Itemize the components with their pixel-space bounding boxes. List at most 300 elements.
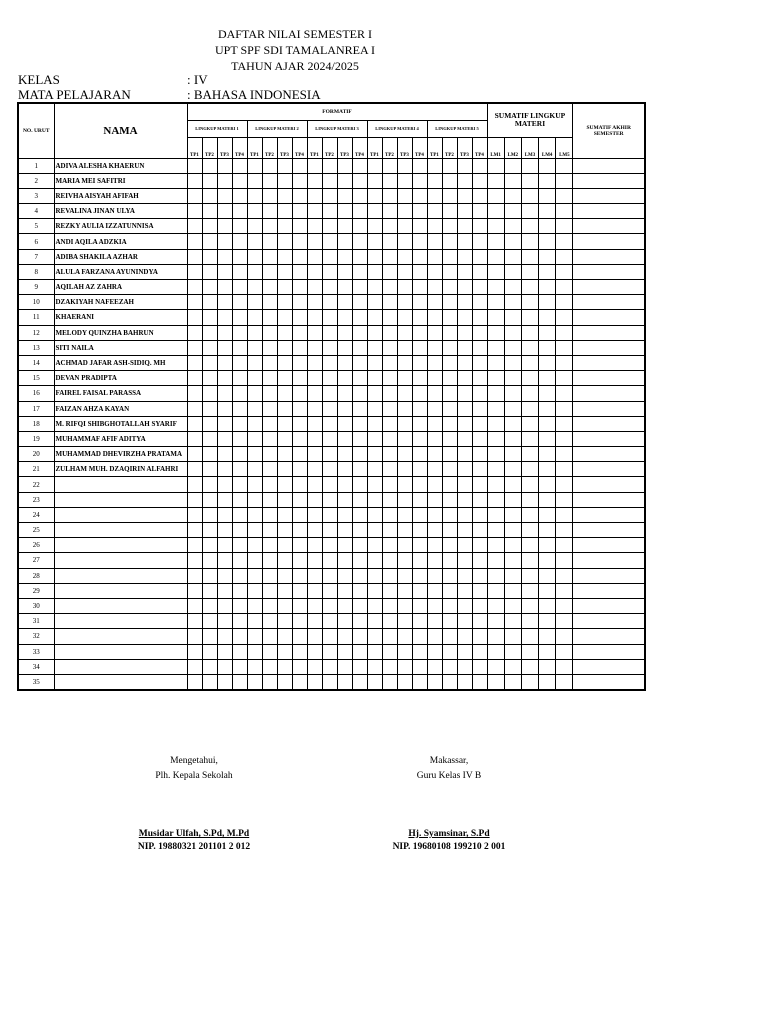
score-cell xyxy=(487,158,504,173)
header-tp-1-2: TP2 xyxy=(202,137,217,158)
sas-score-cell xyxy=(573,523,645,538)
score-cell xyxy=(262,477,277,492)
score-cell xyxy=(307,234,322,249)
score-cell xyxy=(352,614,367,629)
row-number: 26 xyxy=(18,538,54,553)
header-lingkup-materi-1: LINGKUP MATERI 1 xyxy=(187,120,247,137)
sas-score-cell xyxy=(573,674,645,690)
score-cell xyxy=(217,219,232,234)
score-cell xyxy=(352,188,367,203)
score-cell xyxy=(217,629,232,644)
row-number: 9 xyxy=(18,280,54,295)
score-cell xyxy=(457,477,472,492)
score-cell xyxy=(367,295,382,310)
score-cell xyxy=(556,568,573,583)
student-name xyxy=(54,553,187,568)
score-cell xyxy=(556,310,573,325)
score-cell xyxy=(457,204,472,219)
score-cell xyxy=(337,553,352,568)
score-cell xyxy=(487,401,504,416)
score-cell xyxy=(232,280,247,295)
score-cell xyxy=(556,249,573,264)
score-cell xyxy=(397,355,412,370)
score-cell xyxy=(367,598,382,613)
score-cell xyxy=(202,431,217,446)
score-cell xyxy=(504,416,521,431)
score-cell xyxy=(202,371,217,386)
score-cell xyxy=(457,462,472,477)
score-cell xyxy=(539,447,556,462)
row-number: 30 xyxy=(18,598,54,613)
score-cell xyxy=(556,173,573,188)
score-cell xyxy=(217,355,232,370)
score-cell xyxy=(397,158,412,173)
row-number: 16 xyxy=(18,386,54,401)
score-cell xyxy=(442,234,457,249)
score-cell xyxy=(521,507,538,522)
score-cell xyxy=(202,629,217,644)
score-cell xyxy=(487,583,504,598)
score-cell xyxy=(487,447,504,462)
score-cell xyxy=(232,310,247,325)
score-cell xyxy=(382,507,397,522)
score-cell xyxy=(472,234,487,249)
row-number: 13 xyxy=(18,340,54,355)
table-row xyxy=(18,492,645,507)
score-cell xyxy=(472,264,487,279)
score-cell xyxy=(232,188,247,203)
row-number: 1 xyxy=(18,158,54,173)
score-cell xyxy=(307,173,322,188)
score-cell xyxy=(262,340,277,355)
signature-left xyxy=(94,756,294,852)
score-cell xyxy=(504,188,521,203)
score-cell xyxy=(397,295,412,310)
score-cell xyxy=(442,462,457,477)
sas-score-cell xyxy=(573,249,645,264)
header-lm-1: LM1 xyxy=(487,137,504,158)
score-cell xyxy=(262,507,277,522)
score-cell xyxy=(187,340,202,355)
row-number: 17 xyxy=(18,401,54,416)
score-cell xyxy=(307,583,322,598)
score-cell xyxy=(472,644,487,659)
student-name: ANDI AQILA ADZKIA xyxy=(54,234,187,249)
score-cell xyxy=(217,568,232,583)
score-cell xyxy=(322,310,337,325)
score-cell xyxy=(322,659,337,674)
sas-score-cell xyxy=(573,173,645,188)
score-cell xyxy=(232,644,247,659)
score-cell xyxy=(322,447,337,462)
row-number: 15 xyxy=(18,371,54,386)
score-cell xyxy=(187,158,202,173)
header-lingkup-materi-4: LINGKUP MATERI 4 xyxy=(367,120,427,137)
score-cell xyxy=(262,264,277,279)
score-cell xyxy=(412,386,427,401)
score-cell xyxy=(337,219,352,234)
score-cell xyxy=(382,219,397,234)
score-cell xyxy=(382,674,397,690)
score-cell xyxy=(382,583,397,598)
score-cell xyxy=(457,401,472,416)
row-number: 7 xyxy=(18,249,54,264)
score-cell xyxy=(262,158,277,173)
score-cell xyxy=(472,553,487,568)
score-cell xyxy=(367,386,382,401)
score-cell xyxy=(556,264,573,279)
score-cell xyxy=(539,158,556,173)
table-row xyxy=(18,462,645,477)
score-cell xyxy=(487,386,504,401)
score-cell xyxy=(337,644,352,659)
score-cell xyxy=(292,538,307,553)
score-cell xyxy=(504,386,521,401)
row-number: 18 xyxy=(18,416,54,431)
score-cell xyxy=(397,629,412,644)
score-cell xyxy=(217,447,232,462)
score-cell xyxy=(247,614,262,629)
score-cell xyxy=(217,431,232,446)
score-cell xyxy=(352,523,367,538)
score-cell xyxy=(307,280,322,295)
score-cell xyxy=(277,234,292,249)
left-line-2: Plh. Kepala Sekolah xyxy=(155,771,233,781)
score-cell xyxy=(307,416,322,431)
score-cell xyxy=(521,280,538,295)
score-cell xyxy=(539,431,556,446)
score-cell xyxy=(187,431,202,446)
student-name: AQILAH AZ ZAHRA xyxy=(54,280,187,295)
score-cell xyxy=(521,234,538,249)
score-cell xyxy=(352,264,367,279)
header-tp-3-2: TP2 xyxy=(322,137,337,158)
score-cell xyxy=(457,340,472,355)
score-cell xyxy=(397,644,412,659)
score-cell xyxy=(397,477,412,492)
sas-score-cell xyxy=(573,462,645,477)
score-cell xyxy=(539,234,556,249)
score-cell xyxy=(382,264,397,279)
table-row xyxy=(18,219,645,234)
score-cell xyxy=(504,431,521,446)
score-cell xyxy=(521,386,538,401)
score-cell xyxy=(247,219,262,234)
score-cell xyxy=(457,598,472,613)
score-cell xyxy=(382,492,397,507)
score-cell xyxy=(487,431,504,446)
score-cell xyxy=(262,416,277,431)
score-cell xyxy=(247,674,262,690)
score-cell xyxy=(277,447,292,462)
table-row xyxy=(18,538,645,553)
score-cell xyxy=(232,355,247,370)
header-lingkup-materi-3: LINGKUP MATERI 3 xyxy=(307,120,367,137)
score-cell xyxy=(277,158,292,173)
header-lm-2: LM2 xyxy=(504,137,521,158)
score-cell xyxy=(442,492,457,507)
score-cell xyxy=(352,401,367,416)
score-cell xyxy=(472,568,487,583)
student-name xyxy=(54,568,187,583)
row-number: 22 xyxy=(18,477,54,492)
score-cell xyxy=(487,249,504,264)
score-cell xyxy=(277,204,292,219)
score-cell xyxy=(202,295,217,310)
left-signer-nip: NIP. 19880321 201101 2 012 xyxy=(137,842,251,852)
score-cell xyxy=(322,538,337,553)
student-name: ALULA FARZANA AYUNINDYA xyxy=(54,264,187,279)
table-row xyxy=(18,355,645,370)
score-cell xyxy=(217,188,232,203)
score-cell xyxy=(202,583,217,598)
row-number: 29 xyxy=(18,583,54,598)
score-cell xyxy=(556,462,573,477)
score-cell xyxy=(322,386,337,401)
score-cell xyxy=(382,371,397,386)
score-cell xyxy=(487,340,504,355)
score-cell xyxy=(277,173,292,188)
score-cell xyxy=(539,644,556,659)
header-formatif: FORMATIF xyxy=(187,103,487,120)
student-name xyxy=(54,523,187,538)
score-cell xyxy=(457,507,472,522)
header-tp-2-2: TP2 xyxy=(262,137,277,158)
score-cell xyxy=(232,598,247,613)
score-cell xyxy=(487,523,504,538)
score-cell xyxy=(217,158,232,173)
header-tp-2-1: TP1 xyxy=(247,137,262,158)
score-cell xyxy=(457,416,472,431)
score-cell xyxy=(427,447,442,462)
score-cell xyxy=(556,629,573,644)
score-cell xyxy=(277,264,292,279)
score-cell xyxy=(487,234,504,249)
score-cell xyxy=(247,355,262,370)
score-cell xyxy=(337,447,352,462)
score-cell xyxy=(307,204,322,219)
kelas-value: : IV xyxy=(187,72,208,87)
score-cell xyxy=(322,340,337,355)
score-cell xyxy=(472,310,487,325)
score-cell xyxy=(472,462,487,477)
sas-score-cell xyxy=(573,477,645,492)
score-cell xyxy=(367,355,382,370)
score-cell xyxy=(307,538,322,553)
table-row xyxy=(18,568,645,583)
score-cell xyxy=(247,416,262,431)
score-cell xyxy=(337,173,352,188)
row-number: 24 xyxy=(18,507,54,522)
score-cell xyxy=(504,310,521,325)
score-cell xyxy=(442,583,457,598)
score-cell xyxy=(487,355,504,370)
table-row xyxy=(18,264,645,279)
score-cell xyxy=(556,325,573,340)
student-name: FAIREL FAISAL PARASSA xyxy=(54,386,187,401)
score-cell xyxy=(202,158,217,173)
score-cell xyxy=(504,538,521,553)
score-cell xyxy=(442,173,457,188)
score-cell xyxy=(472,416,487,431)
score-cell xyxy=(322,401,337,416)
score-cell xyxy=(322,249,337,264)
score-cell xyxy=(202,325,217,340)
score-cell xyxy=(292,310,307,325)
score-cell xyxy=(504,280,521,295)
score-cell xyxy=(217,538,232,553)
score-cell xyxy=(382,158,397,173)
score-cell xyxy=(247,325,262,340)
sas-score-cell xyxy=(573,416,645,431)
score-cell xyxy=(504,583,521,598)
score-cell xyxy=(202,447,217,462)
score-cell xyxy=(217,507,232,522)
score-cell xyxy=(539,583,556,598)
table-row xyxy=(18,295,645,310)
score-cell xyxy=(232,568,247,583)
score-cell xyxy=(217,614,232,629)
score-cell xyxy=(337,371,352,386)
score-cell xyxy=(397,416,412,431)
header-tp-5-2: TP2 xyxy=(442,137,457,158)
score-cell xyxy=(382,447,397,462)
score-cell xyxy=(202,219,217,234)
score-cell xyxy=(472,401,487,416)
score-cell xyxy=(427,492,442,507)
score-cell xyxy=(487,462,504,477)
score-cell xyxy=(521,492,538,507)
score-cell xyxy=(352,538,367,553)
score-cell xyxy=(521,462,538,477)
header-tp-3-3: TP3 xyxy=(337,137,352,158)
score-cell xyxy=(352,219,367,234)
score-cell xyxy=(292,340,307,355)
student-name: M. RIFQI SHIBGHOTALLAH SYARIF xyxy=(54,416,187,431)
score-cell xyxy=(292,492,307,507)
score-cell xyxy=(187,523,202,538)
score-cell xyxy=(397,310,412,325)
score-cell xyxy=(397,659,412,674)
score-cell xyxy=(442,538,457,553)
score-cell xyxy=(382,614,397,629)
row-number: 25 xyxy=(18,523,54,538)
score-cell xyxy=(472,523,487,538)
score-cell xyxy=(504,659,521,674)
score-cell xyxy=(504,234,521,249)
score-cell xyxy=(352,674,367,690)
score-cell xyxy=(487,280,504,295)
score-cell xyxy=(337,204,352,219)
header-tp-5-3: TP3 xyxy=(457,137,472,158)
score-cell xyxy=(202,280,217,295)
score-cell xyxy=(504,553,521,568)
score-cell xyxy=(539,325,556,340)
score-cell xyxy=(487,614,504,629)
score-cell xyxy=(232,401,247,416)
score-cell xyxy=(262,568,277,583)
score-cell xyxy=(292,553,307,568)
score-cell xyxy=(556,280,573,295)
score-cell xyxy=(382,659,397,674)
score-cell xyxy=(427,371,442,386)
score-cell xyxy=(472,447,487,462)
table-row xyxy=(18,325,645,340)
score-cell xyxy=(217,386,232,401)
score-cell xyxy=(217,264,232,279)
score-cell xyxy=(487,204,504,219)
score-cell xyxy=(539,249,556,264)
score-cell xyxy=(367,280,382,295)
score-cell xyxy=(337,507,352,522)
score-cell xyxy=(382,568,397,583)
score-cell xyxy=(521,477,538,492)
student-name xyxy=(54,644,187,659)
header-lingkup-materi-5: LINGKUP MATERI 5 xyxy=(427,120,487,137)
score-cell xyxy=(442,416,457,431)
score-cell xyxy=(442,280,457,295)
score-cell xyxy=(539,598,556,613)
score-cell xyxy=(352,386,367,401)
score-cell xyxy=(202,264,217,279)
score-cell xyxy=(412,477,427,492)
score-cell xyxy=(262,219,277,234)
score-cell xyxy=(307,598,322,613)
score-cell xyxy=(307,431,322,446)
score-cell xyxy=(504,204,521,219)
score-cell xyxy=(322,431,337,446)
score-cell xyxy=(292,568,307,583)
score-cell xyxy=(457,447,472,462)
score-cell xyxy=(217,204,232,219)
score-cell xyxy=(247,583,262,598)
score-cell xyxy=(277,431,292,446)
score-cell xyxy=(539,295,556,310)
score-cell xyxy=(487,568,504,583)
score-cell xyxy=(521,249,538,264)
score-cell xyxy=(504,629,521,644)
score-cell xyxy=(262,431,277,446)
score-cell xyxy=(442,371,457,386)
score-cell xyxy=(202,507,217,522)
table-row xyxy=(18,173,645,188)
score-cell xyxy=(277,629,292,644)
score-cell xyxy=(202,553,217,568)
score-cell xyxy=(232,659,247,674)
student-name xyxy=(54,614,187,629)
score-cell xyxy=(262,598,277,613)
score-cell xyxy=(442,644,457,659)
score-cell xyxy=(487,219,504,234)
score-cell xyxy=(397,447,412,462)
score-cell xyxy=(307,371,322,386)
score-cell xyxy=(217,523,232,538)
score-cell xyxy=(427,598,442,613)
score-cell xyxy=(217,659,232,674)
score-cell xyxy=(322,614,337,629)
score-cell xyxy=(427,431,442,446)
student-name xyxy=(54,659,187,674)
header-lm-5: LM5 xyxy=(556,137,573,158)
student-name: MUHAMMAF AFIF ADITYA xyxy=(54,431,187,446)
score-cell xyxy=(504,507,521,522)
score-cell xyxy=(504,401,521,416)
score-cell xyxy=(232,204,247,219)
score-cell xyxy=(521,325,538,340)
row-number: 12 xyxy=(18,325,54,340)
score-cell xyxy=(442,188,457,203)
score-cell xyxy=(292,598,307,613)
